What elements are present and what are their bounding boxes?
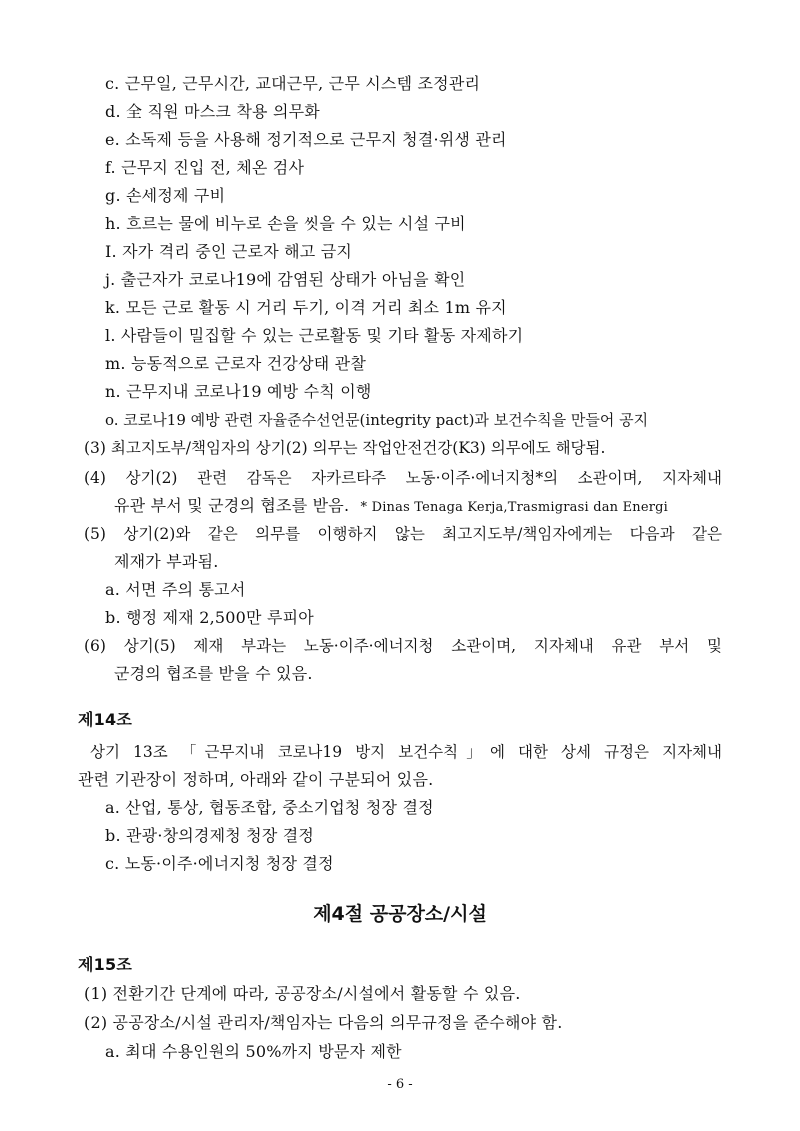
paragraph-5-line-1: (5) 상기(2)와 같은 의무를 이행하지 않는 최고지도부/책임자에게는 다음과 같은 [84, 525, 722, 543]
paragraph-6-line-2: 군경의 협조를 받을 수 있음. [114, 664, 313, 683]
list-item: d. 全 직원 마스크 착용 의무화 [105, 102, 320, 121]
list-item: a. 산업, 통상, 협동조합, 중소기업청 청장 결정 [105, 798, 434, 817]
paragraph-3: (3) 최고지도부/책임자의 상기(2) 의무는 작업안전건강(K3) 의무에도 해당됨. [84, 439, 606, 457]
article-15-heading: 제15조 [78, 955, 132, 974]
list-item: g. 손세정제 구비 [105, 186, 226, 205]
paragraph-4-text: 유관 부서 및 군경의 협조를 받음. [114, 496, 350, 515]
list-item: c. 근무일, 근무시간, 교대근무, 근무 시스템 조정관리 [105, 74, 481, 93]
list-item: h. 흐르는 물에 비누로 손을 씻을 수 있는 시설 구비 [105, 214, 466, 233]
paragraph-6-line-1: (6) 상기(5) 제재 부과는 노동·이주·에너지청 소관이며, 지자체내 유관 부서 및 [84, 637, 722, 655]
page-number: - 6 - [387, 1077, 413, 1092]
list-item: o. 코로나19 예방 관련 자율준수선언문(integrity pact)과 보건수칙을 만들어 공지 [105, 411, 649, 429]
list-item: a. 서면 주의 통고서 [105, 580, 246, 599]
list-item: j. 출근자가 코로나19에 감염된 상태가 아님을 확인 [105, 270, 466, 289]
paragraph-2: (2) 공공장소/시설 관리자/책임자는 다음의 의무규정을 준수해야 함. [84, 1013, 563, 1032]
list-item: a. 최대 수용인원의 50%까지 방문자 제한 [105, 1042, 402, 1061]
list-item: b. 행정 제재 2,500만 루피아 [105, 608, 314, 627]
list-item: k. 모든 근로 활동 시 거리 두기, 이격 거리 최소 1m 유지 [105, 298, 507, 317]
section-title: 제4절 공공장소/시설 [313, 903, 487, 925]
list-item: c. 노동·이주·에너지청 청장 결정 [105, 854, 334, 873]
paragraph-5-line-2: 제재가 부과됨. [114, 552, 219, 571]
list-item: m. 능동적으로 근로자 건강상태 관찰 [105, 354, 366, 373]
list-item: f. 근무지 진입 전, 체온 검사 [105, 158, 305, 177]
paragraph-4-line-1: (4) 상기(2) 관련 감독은 자카르타주 노동·이주·에너지청*의 소관이며, 지자체내 [84, 469, 722, 487]
article-14-intro-line-2: 관련 기관장이 정하며, 아래와 같이 구분되어 있음. [78, 770, 434, 789]
paragraph-4-line-2 [114, 491, 668, 521]
paragraph-1: (1) 전환기간 단계에 따라, 공공장소/시설에서 활동할 수 있음. [84, 984, 521, 1003]
footnote: * Dinas Tenaga Kerja,Trasmigrasi dan Energi [360, 500, 669, 515]
list-item: l. 사람들이 밀집할 수 있는 근로활동 및 기타 활동 자제하기 [105, 326, 524, 345]
list-item: e. 소독제 등을 사용해 정기적으로 근무지 청결·위생 관리 [105, 130, 507, 149]
article-14-intro-line-1: 상기 13조 「근무지내 코로나19 방지 보건수칙」에 대한 상세 규정은 지자체내 [90, 743, 722, 761]
article-14-heading: 제14조 [78, 710, 132, 729]
list-item: b. 관광·창의경제청 청장 결정 [105, 826, 315, 845]
list-item: n. 근무지내 코로나19 예방 수칙 이행 [105, 382, 372, 401]
list-item: I. 자가 격리 중인 근로자 해고 금지 [105, 242, 353, 261]
